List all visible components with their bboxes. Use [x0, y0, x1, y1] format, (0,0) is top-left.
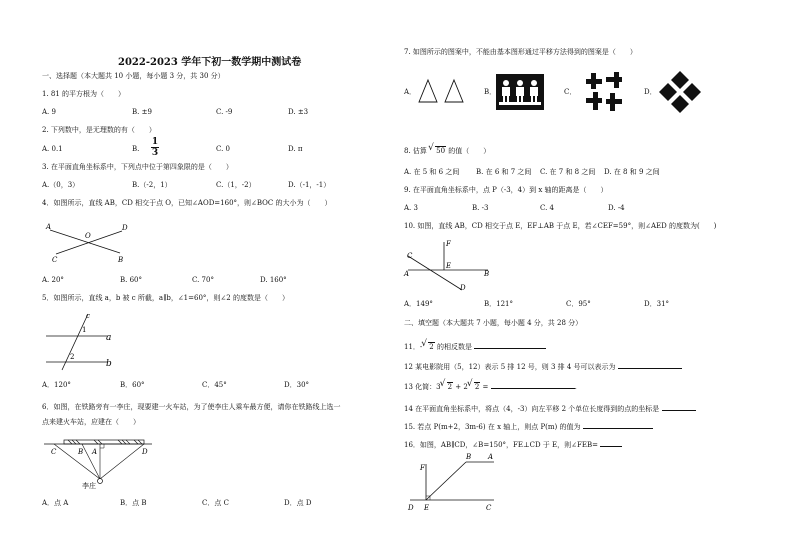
q4-label-o: O	[85, 232, 91, 240]
q10-figure	[404, 238, 494, 294]
q16-label-c: C	[486, 504, 492, 512]
q5-option-d[interactable]: D．30°	[284, 381, 310, 389]
q10-option-d[interactable]: D．31°	[644, 300, 670, 308]
q4-option-c[interactable]: C. 70°	[192, 276, 214, 284]
q16	[404, 439, 622, 450]
q5-angle-1: 1	[82, 326, 87, 334]
exam-title: 2022-2023 学年下初一数学期中测试卷	[118, 57, 302, 68]
q10-label-f: F	[446, 240, 451, 248]
q8-option-a[interactable]: A. 在 5 和 6 之间	[404, 168, 460, 176]
q11-radical	[421, 339, 434, 352]
q4-stem: 4．如图所示，直线 AB，CD 相交于点 O，已知∠AOD=160°，则∠BOC 的大小为（ ）	[42, 199, 332, 207]
q1-option-a[interactable]: A. 9	[42, 108, 56, 116]
q12-text: 12 某电影院用（5，12）表示 5 排 12 号，则 3 排 4 号可以表示为	[404, 363, 616, 371]
q11-radicand: 2	[429, 343, 434, 351]
q5-option-b[interactable]: B．60°	[120, 381, 145, 389]
q13	[404, 381, 577, 392]
q7-figure-c-crosses-icon	[584, 72, 626, 112]
q7-option-d[interactable]: D．	[644, 88, 657, 96]
q2-option-c[interactable]: C. 0	[216, 145, 231, 153]
q13-radical-1	[439, 379, 453, 392]
q10-label-b: B	[484, 270, 490, 278]
q6-stem-line2: 点来建火车站，应建在（ ）	[42, 418, 140, 426]
q2-option-d[interactable]: D. π	[288, 145, 303, 153]
q8-option-b[interactable]: B. 在 6 和 7 之间	[476, 168, 532, 176]
q9-option-c[interactable]: C. 4	[540, 204, 555, 212]
q7-option-a[interactable]: A．	[404, 88, 417, 96]
q7-figure-b-people-icon	[496, 74, 544, 110]
q4-label-a: A	[46, 223, 52, 231]
q4-option-d[interactable]: D. 160°	[260, 276, 287, 284]
fraction-denominator: 3	[151, 148, 159, 158]
q6-label-a: A	[92, 448, 98, 456]
q7-option-b[interactable]: B．	[484, 88, 497, 96]
q4-label-c: C	[52, 256, 58, 264]
q12-answer-blank[interactable]	[618, 361, 682, 369]
q4-figure	[42, 220, 142, 265]
q13-answer-blank[interactable]	[491, 381, 575, 389]
q13-radicand-2: 2	[474, 383, 480, 391]
q13-post: =	[480, 383, 489, 391]
q12	[404, 361, 682, 372]
q11-pre: 11．-	[404, 343, 423, 351]
q2-option-a[interactable]: A. 0.1	[42, 145, 63, 153]
q7-figure-a-triangles-icon	[418, 78, 468, 106]
q2-fraction	[151, 137, 159, 158]
q13-radical-sign-2-icon: √	[466, 379, 473, 389]
q11	[404, 341, 546, 352]
q8-stem-pre: 8. 估算	[404, 147, 427, 155]
q16-label-f: F	[420, 464, 425, 472]
q11-post: 的相反数是	[436, 343, 472, 351]
q2-option-b[interactable]: B.	[132, 145, 140, 153]
q13-end: .	[574, 383, 577, 391]
q8-option-d[interactable]: D. 在 8 和 9 之间	[604, 168, 660, 176]
q5-angle-2: 2	[70, 353, 75, 361]
section-fill-heading: 二、填空题（本大题共 7 小题，每小题 4 分，共 28 分）	[404, 319, 583, 327]
q15-text: 15. 若点 P(m+2，3m-6) 在 x 轴上，则点 P(m) 的值为	[404, 423, 581, 431]
q11-answer-blank[interactable]	[474, 341, 546, 349]
q5-option-a[interactable]: A．120°	[42, 381, 71, 389]
q5-label-b: b	[106, 359, 112, 369]
q10-stem: 10. 如图，直线 AB，CD 相交于点 E，EF⊥AB 于点 E，若∠CEF=59°，则∠AED 的度数为( )	[404, 222, 717, 230]
q10-option-c[interactable]: C．95°	[566, 300, 591, 308]
q16-text: 16．如图，AB∥CD，∠B=150°，FE⊥CD 于 E，则∠FEB=	[404, 441, 598, 449]
q9-stem: 9. 在平面直角坐标系中，点 P（-3，4）到 x 轴的距离是（ ）	[404, 186, 608, 194]
q14-text: 14 在平面直角坐标系中，将点（4，-3）向左平移 2 个单位长度得到的点的坐标是	[404, 405, 660, 413]
q9-option-a[interactable]: A. 3	[404, 204, 418, 212]
q2-stem: 2. 下列数中，是无理数的有（ ）	[42, 126, 156, 134]
q13-radical-sign-1-icon: √	[439, 379, 446, 389]
q6-label-c: C	[51, 448, 57, 456]
q11-radical-sign-icon: √	[421, 339, 428, 349]
q8-option-c[interactable]: C. 在 7 和 8 之间	[540, 168, 596, 176]
q3-option-c[interactable]: C.（1，-2）	[216, 181, 256, 189]
q10-option-b[interactable]: B．121°	[484, 300, 514, 308]
q15	[404, 421, 653, 432]
q5-label-a: a	[106, 333, 112, 343]
fraction-numerator: 1	[151, 137, 159, 147]
q5-option-c[interactable]: C．45°	[202, 381, 227, 389]
q6-label-b: B	[78, 448, 84, 456]
q6-figure	[42, 436, 162, 491]
q9-option-d[interactable]: D. -4	[608, 204, 625, 212]
q3-stem: 3. 在平面直角坐标系中，下列点中位于第四象限的是（ ）	[42, 163, 233, 171]
q8-stem-post: 的值（ ）	[448, 147, 491, 155]
q5-figure	[42, 310, 132, 370]
q7-option-c[interactable]: C．	[564, 88, 577, 96]
q6-option-c[interactable]: C．点 C	[202, 499, 229, 507]
q5-label-c: c	[86, 312, 90, 320]
q13-pre: 13 化简：3	[404, 383, 441, 391]
q8-stem	[404, 143, 491, 156]
q1-stem: 1. 81 的平方根为（ ）	[42, 90, 126, 98]
q10-label-e: E	[446, 262, 452, 270]
q10-option-a[interactable]: A．149°	[404, 300, 433, 308]
q15-answer-blank[interactable]	[583, 421, 653, 429]
q6-option-b[interactable]: B．点 B	[120, 499, 147, 507]
q6-option-a[interactable]: A．点 A	[42, 499, 69, 507]
q16-label-a: A	[488, 453, 494, 461]
q1-option-d[interactable]: D. ±3	[288, 108, 309, 116]
q4-label-d: D	[122, 224, 128, 232]
q4-option-b[interactable]: B. 60°	[120, 276, 143, 284]
q1-option-c[interactable]: C. -9	[216, 108, 233, 116]
q13-mid: + 2	[453, 383, 468, 391]
q16-figure	[404, 452, 500, 512]
q3-option-d[interactable]: D.（-1，-1）	[288, 181, 331, 189]
q8-radical-sign-icon: √	[428, 143, 434, 153]
q5-stem: 5．如图所示，直线 a，b 被 c 所截，a∥b，∠1=60°，则∠2 的度数是（ ）	[42, 294, 289, 302]
q7-stem: 7. 如图所示的图案中，不能由基本图形通过平移方法得到的图案是（ ）	[404, 48, 637, 56]
q16-label-d: D	[408, 504, 414, 512]
q8-radicand: 50	[436, 147, 446, 155]
q16-label-e: E	[424, 504, 430, 512]
q8-radical	[428, 143, 446, 156]
q4-option-a[interactable]: A. 20°	[42, 276, 64, 284]
q3-option-b[interactable]: B.（-2，1）	[132, 181, 172, 189]
q10-label-c: C	[407, 252, 413, 260]
q13-radicand-1: 2	[447, 383, 453, 391]
q16-answer-blank[interactable]	[600, 439, 622, 447]
q6-village-label: 李庄	[82, 482, 96, 490]
q6-option-d[interactable]: D．点 D	[284, 499, 312, 507]
q6-label-d: D	[142, 448, 148, 456]
q9-option-b[interactable]: B. -3	[472, 204, 489, 212]
q10-label-a: A	[404, 270, 410, 278]
q16-label-b: B	[466, 453, 472, 461]
q10-label-d: D	[460, 284, 466, 292]
q4-label-b: B	[118, 256, 124, 264]
q14	[404, 403, 696, 414]
q3-option-a[interactable]: A.（0，3）	[42, 181, 80, 189]
q13-radical-2	[466, 379, 480, 392]
q14-answer-blank[interactable]	[662, 403, 696, 411]
q1-option-b[interactable]: B. ±9	[132, 108, 152, 116]
q7-figure-d-diamonds-icon	[658, 70, 702, 114]
q6-stem-line1: 6．如图，在铁路旁有一李庄，现要建一火车站，为了使李庄人乘车最方便，请你在铁路线上选一	[42, 403, 341, 411]
section-choice-heading: 一、选择题（本大题共 10 小题，每小题 3 分，共 30 分）	[42, 72, 225, 80]
